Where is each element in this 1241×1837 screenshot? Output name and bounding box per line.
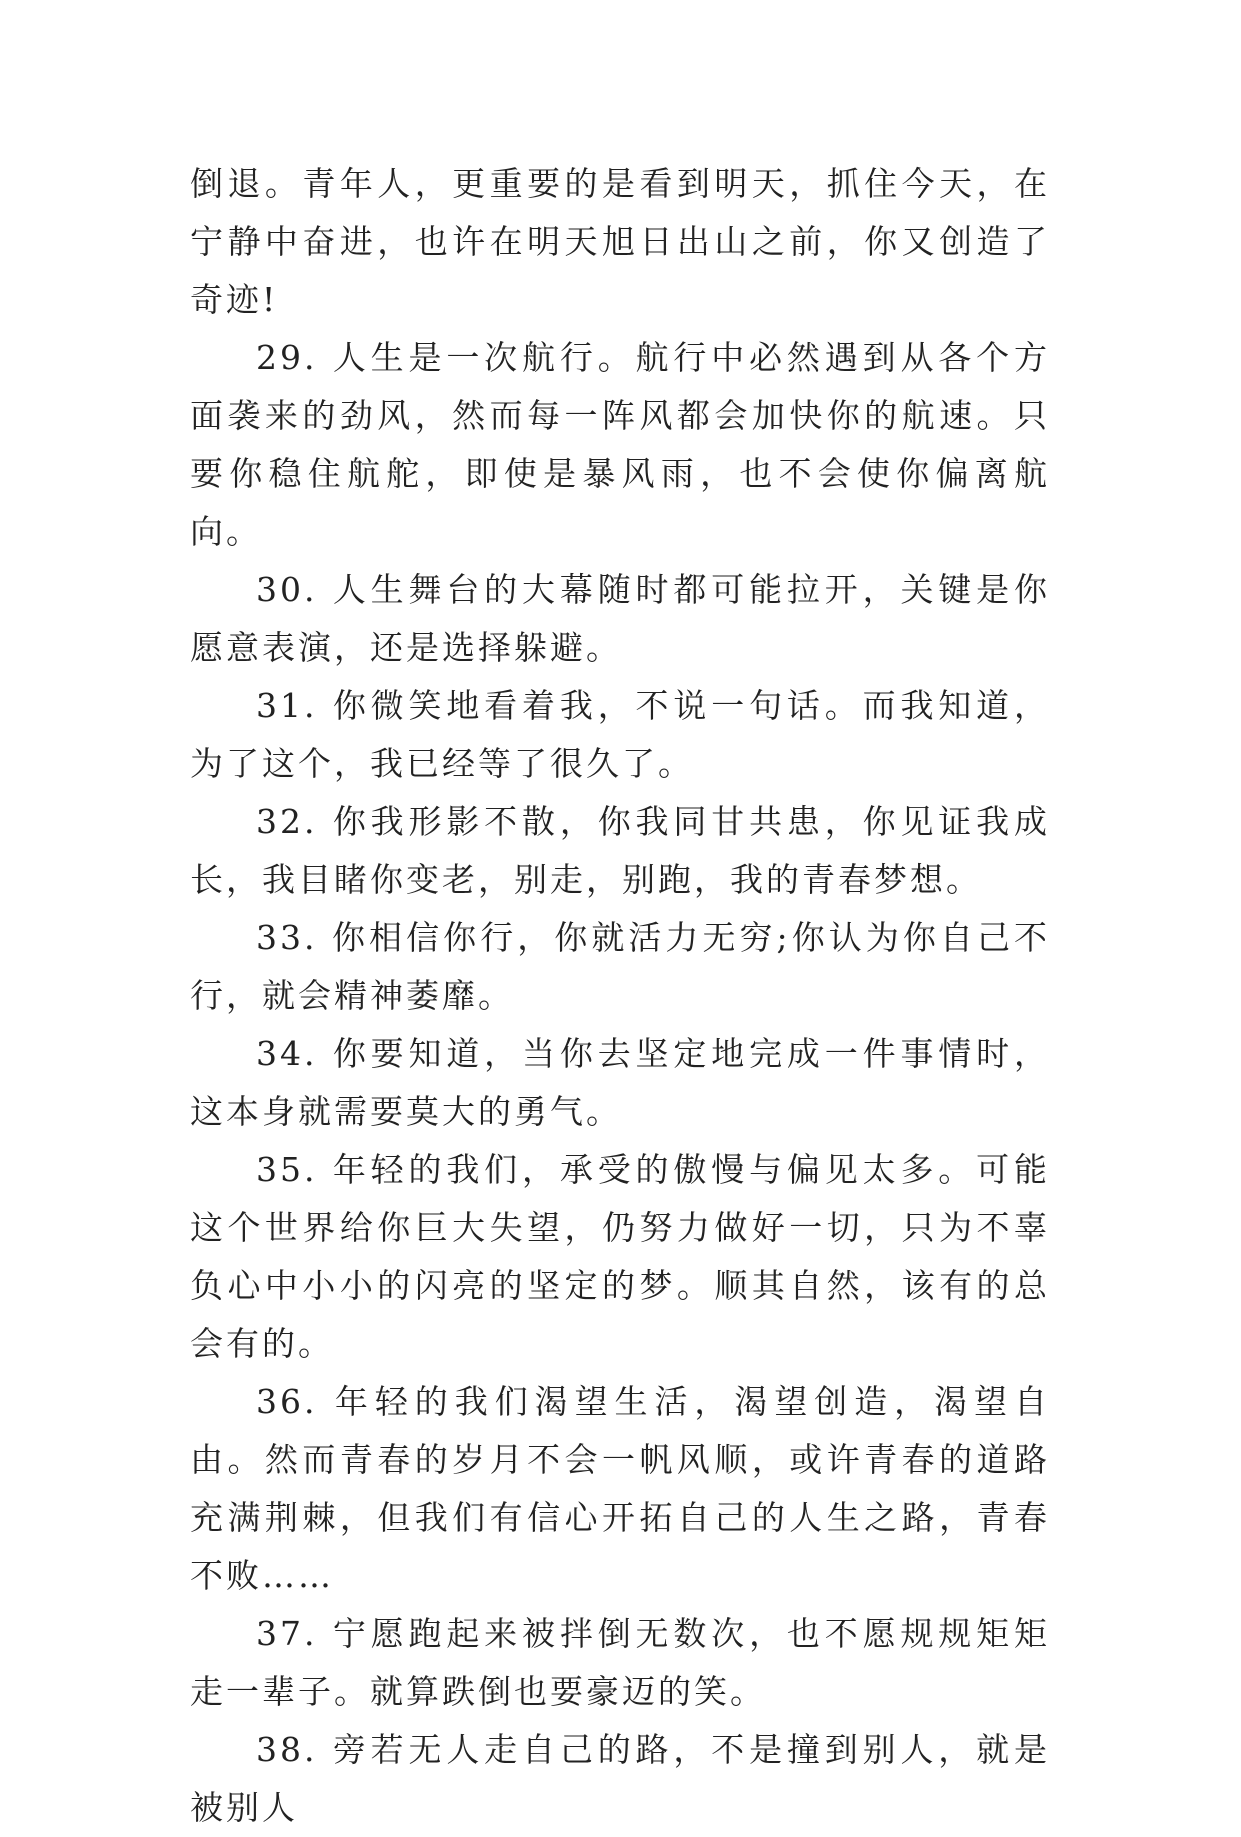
paragraph-33: 33. 你相信你行，你就活力无穷;你认为你自己不行，就会精神萎靡。	[190, 918, 1050, 1015]
paragraph-32: 32. 你我形影不散，你我同甘共患，你见证我成长，我目睹你变老，别走，别跑，我的青春梦想。	[190, 802, 1050, 899]
paragraph-35: 35. 年轻的我们，承受的傲慢与偏见太多。可能这个世界给你巨大失望，仍努力做好一切，只为不辜负心中小小的闪亮的坚定的梦。顺其自然，该有的总会有的。	[190, 1150, 1050, 1363]
document-body	[190, 155, 1050, 1837]
paragraph-37: 37. 宁愿跑起来被拌倒无数次，也不愿规规矩矩走一辈子。就算跌倒也要豪迈的笑。	[190, 1614, 1050, 1711]
paragraph-34: 34. 你要知道，当你去坚定地完成一件事情时，这本身就需要莫大的勇气。	[190, 1034, 1050, 1131]
paragraph-38: 38. 旁若无人走自己的路，不是撞到别人，就是被别人	[190, 1730, 1050, 1827]
paragraph-30: 30. 人生舞台的大幕随时都可能拉开，关键是你愿意表演，还是选择躲避。	[190, 570, 1050, 667]
paragraph-29: 29. 人生是一次航行。航行中必然遇到从各个方面袭来的劲风，然而每一阵风都会加快你的航速。只要你稳住航舵，即使是暴风雨，也不会使你偏离航向。	[190, 338, 1050, 551]
paragraph-36: 36. 年轻的我们渴望生活，渴望创造，渴望自由。然而青春的岁月不会一帆风顺，或许青春的道路充满荆棘，但我们有信心开拓自己的人生之路，青春不败……	[190, 1382, 1050, 1595]
paragraph-31: 31. 你微笑地看着我，不说一句话。而我知道，为了这个，我已经等了很久了。	[190, 686, 1050, 783]
paragraph-continuation: 倒退。青年人，更重要的是看到明天，抓住今天，在宁静中奋进，也许在明天旭日出山之前，你又创造了奇迹!	[190, 164, 1050, 319]
